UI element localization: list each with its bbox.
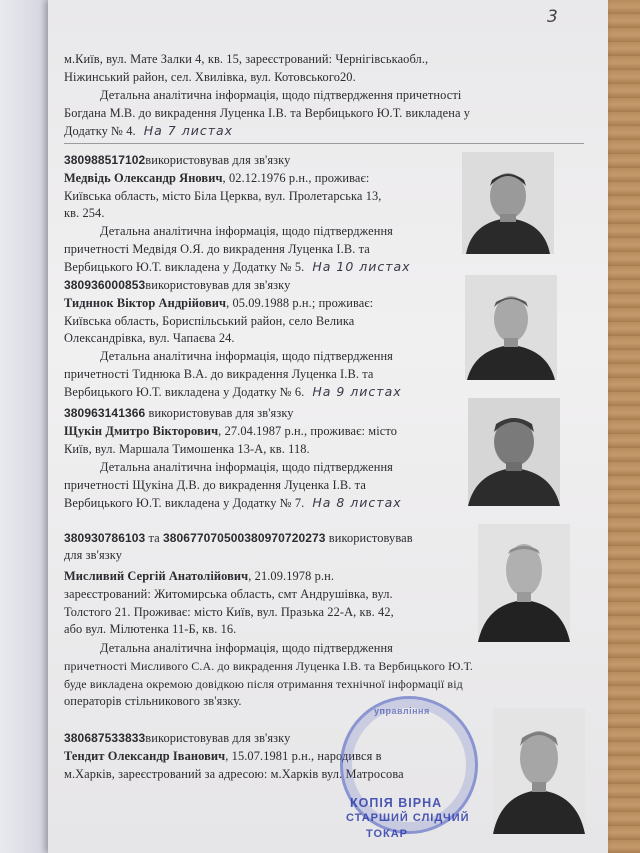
entry-4-line-2: зареєстрований: Житомирська область, смт Андрушівка, вул. [64,587,393,601]
entry-3-line-1 [64,424,397,439]
entry-4-and: та [148,531,160,545]
entry-2-header [64,278,290,293]
entry-4-detail-4: операторів стільникового зв'язку. [64,694,242,708]
entry-2-line-1 [64,296,373,311]
entry-5-header [64,731,290,746]
stamp-top-text: управління [374,706,430,716]
entry-1-detail-1: Детальна аналітична інформація, щодо підтвердження [100,224,393,238]
entry-1-line-1 [64,171,369,186]
entry-5-phone: 380687533833 [64,731,146,745]
entry-4-name: Мисливий Сергій Анатолійович [64,569,249,583]
entry-2-line-3: Олександрівка, вул. Чапаєва 24. [64,331,235,345]
entry-2-appendix: Вербицького Ю.Т. викладена у Додатку № 6. [64,385,305,399]
stamp-copy-true: КОПІЯ ВІРНА [350,796,443,810]
portrait-photo-2 [465,275,557,380]
page-number: 3 [547,7,558,27]
handwritten-note-1: На 7 листах [143,123,234,138]
stamp-name: ТОКАР [366,828,408,840]
intro-line-4: Богдана М.В. до викрадення Луценка І.В. та Вербицького Ю.Т. викладена у [64,106,471,120]
handwritten-note-3: На 9 листах [312,384,402,399]
entry-4-line-4: або вул. Мілютенка 11-Б, кв. 16. [64,622,237,636]
intro-appendix: Додатку № 4. [64,124,136,138]
entry-1-appendix: Вербицького Ю.Т. викладена у Додатку № 5. [64,260,305,274]
entry-4-detail-1: Детальна аналітична інформація, щодо підтвердження [100,641,393,655]
entry-1-detail-2: причетності Медвідя О.Я. до викрадення Луценка І.В. та [64,242,370,256]
entry-2-detail-1: Детальна аналітична інформація, щодо підтвердження [100,349,393,363]
entry-4-header [64,531,413,546]
entry-3-appendix: Вербицького Ю.Т. викладена у Додатку № 7. [64,496,305,510]
entry-4-phone-a: 380930786103 [64,531,146,545]
handwritten-note-2: На 10 листах [312,259,411,274]
portrait-photo-1 [462,152,554,254]
handwritten-note-4: На 8 листах [312,495,402,510]
entry-4-detail-2: причетності Мисливого С.А. до викрадення Луценка І.В. та Вербицького Ю.Т. [64,659,473,673]
portrait-photo-5 [493,708,585,834]
entry-3-header [64,406,294,421]
entry-3-name: Щукін Дмитро Вікторович [64,424,219,438]
entry-3-detail-1: Детальна аналітична інформація, щодо підтвердження [100,460,393,474]
entry-5-line-1 [64,749,382,764]
entry-1-line-2: Київська область, місто Біла Церква, вул. Пролетарська 13, [64,189,382,203]
intro-line-3: Детальна аналітична інформація, щодо підтвердження причетності [100,88,462,102]
entry-3-detail-2: причетності Щукіна Д.В. до викрадення Луценка І.В. та [64,478,366,492]
entry-4-phone-c: 380970720273 [244,531,326,545]
entry-4-line-3: Толстого 21. Проживає: місто Київ, вул. Празька 22-А, кв. 42, [64,605,394,619]
entry-2-dob: , 05.09.1988 р.н.; проживає: [226,296,374,310]
stamp-senior-investigator: СТАРШИЙ СЛІДЧИЙ [346,812,470,824]
entry-3-phone: 380963141366 [64,406,146,420]
entry-4-detail-3: буде викладена окремою довідкою після отримання технічної інформації від [64,677,463,691]
entry-1-line-3: кв. 254. [64,206,105,220]
entry-2-name: Тидннок Віктор Андрійович [64,296,227,310]
entry-1-detail-3 [64,259,411,275]
entry-1-dob: , 02.12.1976 р.н., проживає: [222,171,370,185]
intro-line-1: м.Київ, вул. Мате Залки 4, кв. 15, зареєстрований: Чернігівськаобл., [64,52,429,66]
entry-2-phone: 380936000853 [64,278,146,292]
entry-1-name: Медвідь Олександр Янович [64,171,223,185]
entry-5-line-2: м.Харків, зареєстрований за адресою: м.Харків вул. Матросова [64,767,404,781]
entry-1-header [64,153,290,168]
entry-1-phone: 380988517102 [64,153,146,167]
entry-4-used-2: для зв'язку [64,548,122,562]
entry-1-used: використовував для зв'язку [145,153,291,167]
entry-3-detail-3 [64,495,402,511]
portrait-photo-3 [468,398,560,506]
entry-3-dob: , 27.04.1987 р.н., проживає: місто [218,424,398,438]
intro-line-2: Ніжинський район, сел. Хвилівка, вул. Котовського20. [64,70,356,84]
entry-4-phone-b: 380677070500 [162,531,245,545]
entry-2-line-2: Київська область, Бориспільський район, село Велика [64,314,355,328]
entry-5-name: Тендит Олександр Іванович [64,749,226,763]
entry-5-dob: , 15.07.1981 р.н., народився в [225,749,382,763]
entry-2-detail-3 [64,384,402,400]
entry-5-used: використовував для зв'язку [145,731,291,745]
entry-4-dob: , 21.09.1978 р.н. [248,569,335,583]
entry-3-used: використовував для зв'язку [148,406,294,420]
entry-4-line-1 [64,569,334,584]
divider [64,143,584,144]
portrait-photo-4 [478,524,570,642]
entry-3-line-2: Київ, вул. Маршала Тимошенка 13-А, кв. 118. [64,442,310,456]
intro-line-5 [64,123,233,139]
entry-2-used: використовував для зв'язку [145,278,291,292]
entry-2-detail-2: причетності Тиднюка В.А. до викрадення Луценка І.В. та [64,367,374,381]
entry-4-used: використовував [328,531,413,545]
